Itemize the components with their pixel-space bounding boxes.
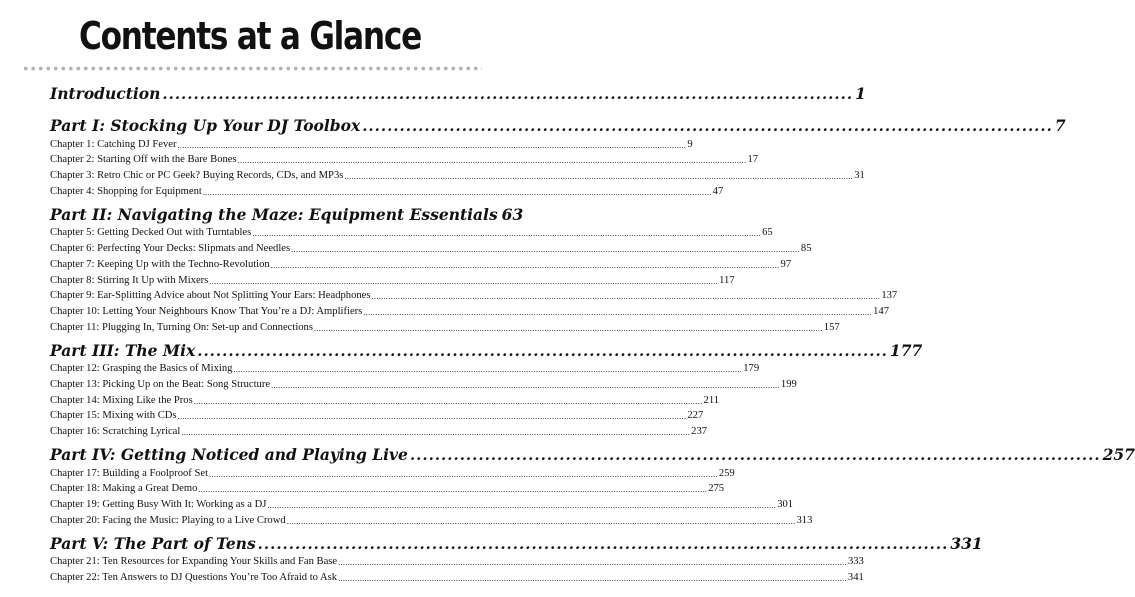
part-page: 63 [501, 204, 524, 224]
part-label: Part IV: Getting Noticed and Playing Live [50, 445, 408, 464]
toc-chapter[interactable] [50, 569, 864, 585]
dot-leader: .................................................................................................................................................................................................................... [193, 396, 703, 406]
chapter-label: Chapter 20: Facing the Music: Playing to a Live Crowd [50, 514, 286, 526]
toc-part[interactable] [50, 339, 923, 361]
dot-leader: ............................................................................................................... [197, 341, 888, 360]
toc-part[interactable] [50, 203, 524, 225]
dot-leader: .................................................................................................................................................................................................................... [209, 469, 718, 479]
toc-chapter[interactable] [50, 303, 889, 319]
toc-chapter[interactable] [50, 319, 840, 335]
toc-chapter[interactable] [50, 376, 797, 392]
part-label: Part V: The Part of Tens [50, 533, 256, 553]
toc-chapter[interactable] [50, 152, 759, 168]
chapter-page: 65 [762, 227, 773, 239]
chapter-page: 157 [823, 321, 840, 333]
chapter-page: 259 [718, 467, 735, 479]
dot-leader: .................................................................................................................................................................................................................... [267, 501, 777, 511]
dot-leader: .................................................................................................................................................................................................................... [363, 307, 873, 317]
chapter-page: 137 [881, 290, 898, 302]
dot-leader: ............................................................................................................... [362, 117, 1053, 135]
chapter-page: 275 [708, 483, 725, 495]
toc-part[interactable] [50, 443, 1135, 465]
toc-chapter[interactable] [50, 183, 724, 199]
toc-introduction[interactable] [50, 82, 866, 104]
toc-chapter[interactable] [50, 496, 794, 512]
toc-chapter[interactable] [50, 554, 864, 570]
chapter-page: 17 [747, 154, 759, 166]
chapter-page: 97 [780, 258, 792, 270]
chapter-page: 117 [719, 274, 735, 286]
chapter-label: Chapter 8: Stirring It Up with Mixers [50, 274, 209, 286]
chapter-label: Chapter 19: Getting Busy With It: Working as a DJ [50, 499, 267, 511]
chapter-page: 47 [712, 185, 724, 197]
dot-leader: .................................................................................................................................................................................................................... [286, 516, 796, 526]
toc-chapter[interactable] [50, 225, 773, 241]
dot-leader: .................................................................................................................................................................................................................... [233, 365, 743, 375]
chapter-label: Chapter 5: Getting Decked Out with Turntables [50, 227, 252, 239]
chapter-page: 313 [796, 514, 813, 526]
chapter-label: Chapter 2: Starting Off with the Bare Bones [50, 154, 237, 166]
part-page: 331 [950, 533, 983, 553]
toc-chapter[interactable] [50, 512, 813, 528]
chapter-label: Chapter 6: Perfecting Your Decks: Slipmats and Needles [50, 243, 291, 255]
chapter-page: 211 [703, 394, 720, 406]
toc-chapter[interactable] [50, 392, 720, 408]
toc-part[interactable] [50, 114, 1066, 136]
toc-chapter[interactable] [50, 240, 812, 256]
dot-leader: .................................................................................................................................................................................................................... [237, 156, 747, 166]
dot-leader: .................................................................................................................................................................................................................... [177, 412, 687, 422]
chapter-page: 85 [800, 243, 812, 255]
chapter-label: Chapter 15: Mixing with CDs [50, 410, 177, 422]
chapter-label: Chapter 16: Scratching Lyrical [50, 426, 181, 437]
chapter-label: Chapter 12: Grasping the Basics of Mixing [50, 363, 233, 375]
dot-leader: .................................................................................................................................................................................................................... [177, 140, 687, 150]
toc-chapter[interactable] [50, 256, 792, 272]
chapter-label: Chapter 1: Catching DJ Fever [50, 138, 177, 150]
dot-leader: .................................................................................................................................................................................................................... [338, 558, 847, 568]
part-page: 177 [889, 340, 923, 360]
chapter-label: Chapter 17: Building a Foolproof Set [50, 467, 209, 479]
chapter-page: 147 [873, 305, 889, 317]
toc-chapter[interactable] [50, 272, 735, 288]
dot-leader: .................................................................................................................................................................................................................... [371, 292, 881, 302]
chapter-label: Chapter 14: Mixing Like the Pros [50, 394, 193, 406]
toc-chapter[interactable] [50, 465, 735, 481]
part-page: 257 [1102, 445, 1135, 464]
toc-chapter[interactable] [50, 136, 693, 152]
toc-chapter[interactable] [50, 423, 708, 439]
part-label: Part III: The Mix [50, 340, 196, 360]
chapter-page: 301 [777, 499, 794, 511]
toc-chapter[interactable] [50, 481, 725, 497]
chapter-page: 333 [847, 556, 864, 568]
chapter-label: Chapter 3: Retro Chic or PC Geek? Buying Records, CDs, and MP3s [50, 170, 344, 182]
toc-chapter[interactable] [50, 167, 865, 183]
dot-leader: .................................................................................................................................................................................................................... [338, 574, 847, 584]
introduction-label: Introduction [50, 84, 161, 103]
toc-chapter[interactable] [50, 361, 760, 377]
toc-chapter[interactable] [50, 408, 704, 424]
chapter-label: Chapter 22: Ten Answers to DJ Questions You’re Too Afraid to Ask [50, 572, 338, 584]
chapter-label: Chapter 13: Picking Up on the Beat: Song Structure [50, 378, 271, 390]
toc-chapter[interactable] [50, 288, 898, 304]
chapter-label: Chapter 10: Letting Your Neighbours Know That You’re a DJ: Amplifiers [50, 305, 363, 317]
page-title: Contents at a Glance [78, 14, 422, 58]
dot-leader: .................................................................................................................................................................................................................... [252, 229, 762, 239]
dot-leader: .................................................................................................................................................................................................................... [344, 172, 854, 182]
chapter-label: Chapter 11: Plugging In, Turning On: Set-up and Connections [50, 321, 313, 333]
dotted-divider [22, 66, 482, 71]
table-of-contents [50, 82, 1135, 585]
chapter-page: 341 [847, 572, 864, 584]
dot-leader: ............................................................................................................... [162, 85, 854, 103]
chapter-page: 9 [687, 138, 693, 150]
dot-leader: ............................................................................................................... [409, 446, 1101, 464]
part-page: 7 [1054, 116, 1066, 135]
dot-leader: ............................................................................................................... [257, 534, 949, 553]
part-label: Part I: Stocking Up Your DJ Toolbox [50, 116, 361, 135]
dot-leader: .................................................................................................................................................................................................................... [270, 260, 780, 270]
toc-part[interactable] [50, 532, 983, 554]
dot-leader: .................................................................................................................................................................................................................... [291, 245, 800, 255]
dot-leader: .................................................................................................................................................................................................................... [209, 276, 719, 286]
dot-leader: .................................................................................................................................................................................................................... [271, 380, 780, 390]
part-label: Part II: Navigating the Maze: Equipment Essentials [50, 204, 498, 224]
introduction-page: 1 [855, 84, 866, 103]
chapter-page: 31 [854, 170, 865, 182]
dot-leader: .................................................................................................................................................................................................................... [313, 323, 823, 333]
chapter-label: Chapter 4: Shopping for Equipment [50, 185, 202, 197]
chapter-label: Chapter 7: Keeping Up with the Techno-Revolution [50, 258, 270, 270]
chapter-page: 199 [780, 378, 797, 390]
chapter-label: Chapter 18: Making a Great Demo [50, 483, 198, 495]
dot-leader: .................................................................................................................................................................................................................... [181, 428, 691, 437]
chapter-label: Chapter 9: Ear-Splitting Advice about Not Splitting Your Ears: Headphones [50, 290, 371, 302]
dot-leader: .................................................................................................................................................................................................................... [202, 187, 712, 197]
chapter-page: 179 [743, 363, 760, 375]
dot-leader: .................................................................................................................................................................................................................... [198, 485, 708, 495]
chapter-page: 237 [691, 426, 708, 437]
chapter-page: 227 [687, 410, 704, 422]
chapter-label: Chapter 21: Ten Resources for Expanding Your Skills and Fan Base [50, 556, 338, 568]
